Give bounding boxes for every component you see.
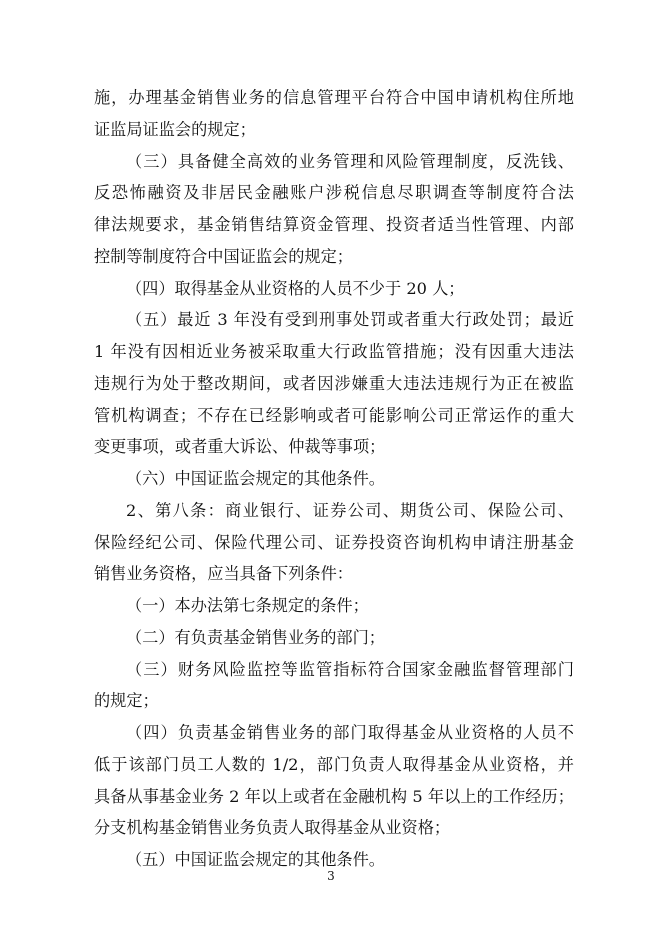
text-line: 1 年没有因相近业务被采取重大行政监管措施；没有因重大违法: [94, 342, 574, 361]
text-line: 的规定；: [94, 691, 159, 710]
text-line: 违规行为处于整改期间，或者因涉嫌重大违法违规行为正在被监: [94, 374, 574, 393]
text-line: 2、第八条：商业银行、证券公司、期货公司、保险公司、: [126, 501, 574, 520]
text-line: 具备从事基金业务 2 年以上或者在金融机构 5 年以上的工作经历；: [94, 787, 574, 806]
text-line: （四）取得基金从业资格的人员不少于 20 人；: [126, 279, 465, 298]
text-line: （五）中国证监会规定的其他条件。: [126, 850, 385, 869]
text-line: （三）具备健全高效的业务管理和风险管理制度，反洗钱、: [126, 152, 574, 171]
text-line: 保险经纪公司、保险代理公司、证券投资咨询机构申请注册基金: [94, 533, 574, 552]
text-line: （四）负责基金销售业务的部门取得基金从业资格的人员不: [126, 723, 574, 742]
text-line: （五）最近 3 年没有受到刑事处罚或者重大行政处罚；最近: [126, 310, 574, 329]
text-line: （二）有负责基金销售业务的部门；: [126, 628, 385, 647]
text-line: 分支机构基金销售业务负责人取得基金从业资格；: [94, 818, 451, 837]
page-number: 3: [327, 869, 335, 883]
text-line: 控制等制度符合中国证监会的规定；: [94, 247, 353, 266]
text-line: 变更事项，或者重大诉讼、仲裁等事项；: [94, 437, 386, 456]
text-line: 律法规要求，基金销售结算资金管理、投资者适当性管理、内部: [94, 215, 574, 234]
text-line: （一）本办法第七条规定的条件；: [126, 596, 369, 615]
text-line: 低于该部门员工人数的 1/2，部门负责人取得基金从业资格，并: [94, 755, 574, 774]
text-line: （三）财务风险监控等监管指标符合国家金融监督管理部门: [126, 660, 574, 679]
text-line: 销售业务资格，应当具备下列条件：: [94, 564, 353, 583]
text-line: （六）中国证监会规定的其他条件。: [126, 469, 385, 488]
text-line: 施，办理基金销售业务的信息管理平台符合中国申请机构住所地: [94, 88, 574, 107]
text-line: 反恐怖融资及非居民金融账户涉税信息尽职调查等制度符合法: [94, 183, 574, 202]
text-line: 管机构调查；不存在已经影响或者可能影响公司正常运作的重大: [94, 406, 574, 425]
text-line: 证监局证监会的规定；: [94, 120, 256, 139]
